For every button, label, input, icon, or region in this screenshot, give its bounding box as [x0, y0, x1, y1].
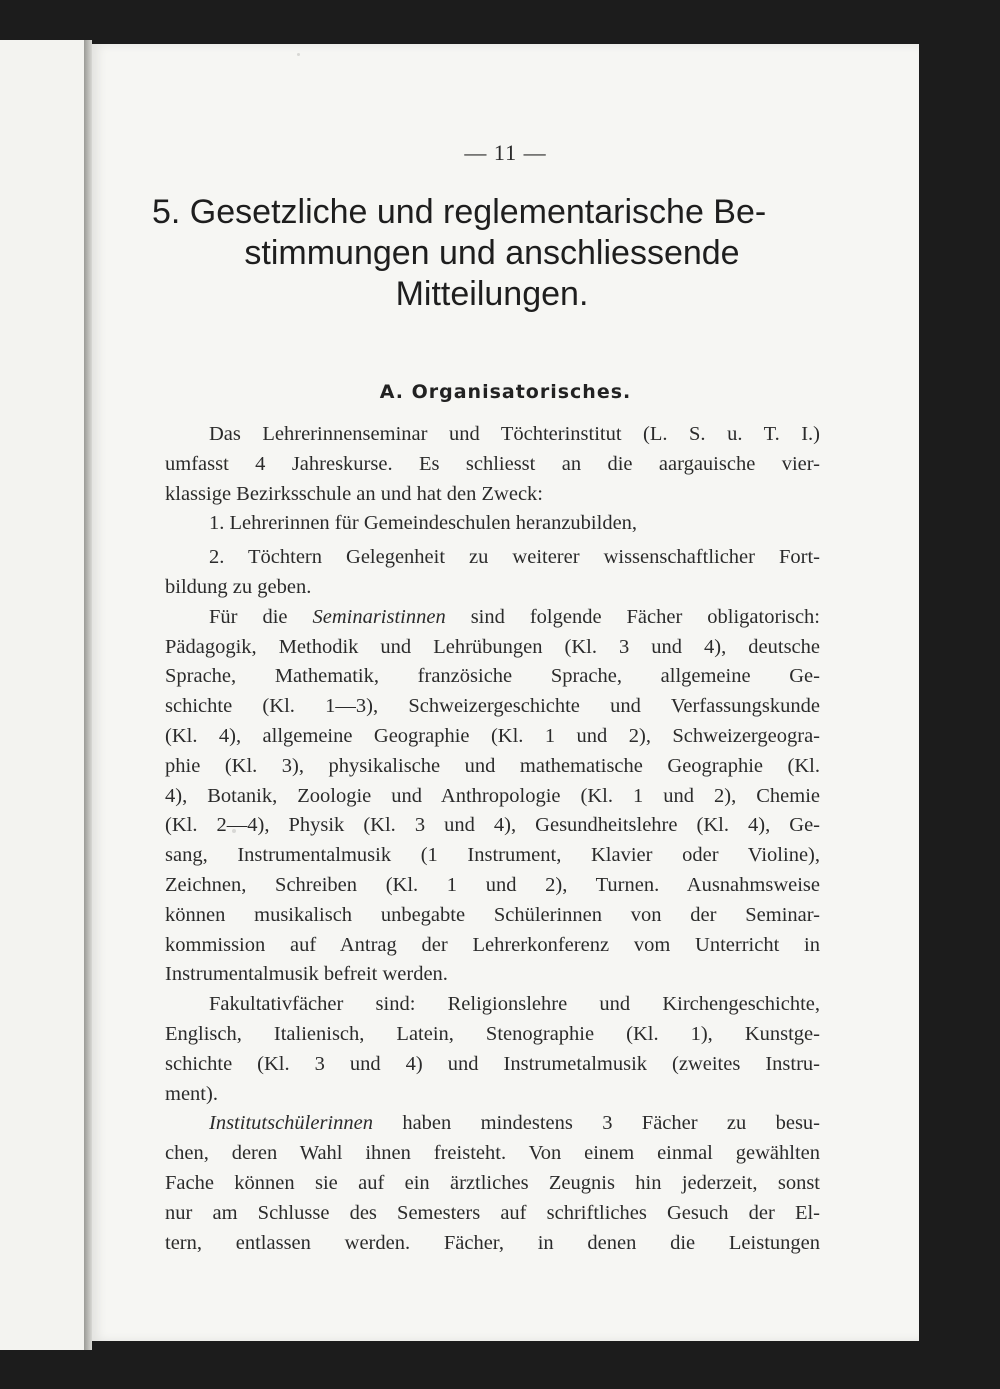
text-line: schichte (Kl. 3 und 4) und Instrumetalmusik (zweites Instru-	[165, 1052, 820, 1075]
text-line: Instrumentalmusik befreit werden.	[165, 963, 448, 986]
text-line: sang, Instrumentalmusik (1 Instrument, Klavier oder Violine),	[165, 844, 820, 867]
emphasis-text: Institutschülerinnen	[209, 1112, 373, 1135]
text-line: Zeichnen, Schreiben (Kl. 1 und 2), Turnen. Ausnahmsweise	[165, 873, 820, 896]
heading-line: stimmungen und anschliessende	[244, 234, 740, 272]
body-text	[165, 420, 820, 1258]
text-line: Sprache, Mathematik, französiche Sprache, allgemeine Ge-	[165, 665, 820, 688]
text-line: Englisch, Italienisch, Latein, Stenographie (Kl. 1), Kunstge-	[165, 1022, 820, 1045]
book-gutter	[84, 40, 92, 1350]
text-line: klassige Bezirksschule an und hat den Zweck:	[165, 482, 543, 505]
text-line: nur am Schlusse des Semesters auf schriftliches Gesuch der El-	[165, 1201, 820, 1224]
text-line: Pädagogik, Methodik und Lehrübungen (Kl. 3 und 4), deutsche	[165, 635, 820, 658]
text-line: umfasst 4 Jahreskurse. Es schliesst an die aargauische vier-	[165, 452, 820, 475]
scan-speck	[297, 53, 300, 56]
text-line: tern, entlassen werden. Fächer, in denen die Leistungen	[165, 1231, 820, 1254]
text-line: (Kl. 2—4), Physik (Kl. 3 und 4), Gesundheitslehre (Kl. 4), Ge-	[165, 814, 820, 837]
text-line: 4), Botanik, Zoologie und Anthropologie (Kl. 1 und 2), Chemie	[165, 784, 820, 807]
text-line: ment).	[165, 1082, 218, 1105]
text-line: (Kl. 4), allgemeine Geographie (Kl. 1 und 2), Schweizergeogra-	[165, 724, 820, 747]
text-line: kommission auf Antrag der Lehrerkonferenz vom Unterricht in	[165, 933, 820, 956]
section-heading	[152, 192, 832, 315]
page-number: — 11 —	[464, 140, 547, 165]
text-line: chen, deren Wahl ihnen freisteht. Von einem einmal gewählten	[165, 1142, 820, 1165]
text-line	[165, 603, 820, 633]
text-line: schichte (Kl. 1—3), Schweizergeschichte und Verfassungskunde	[165, 695, 820, 718]
subsection-heading: A. Organisatorisches.	[379, 381, 632, 403]
text-line: Das Lehrerinnenseminar und Töchterinstitut (L. S. u. T. I.)	[209, 423, 820, 445]
text-run: Für die	[209, 605, 313, 628]
text-line: bildung zu geben.	[165, 575, 312, 598]
text-line: phie (Kl. 3), physikalische und mathematische Geographie (Kl.	[165, 754, 820, 777]
list-item: 1. Lehrerinnen für Gemeindeschulen heranzubilden,	[209, 512, 638, 535]
text-run: sind folgende Fächer obligatorisch:	[445, 605, 820, 628]
heading-line: Mitteilungen.	[395, 275, 589, 313]
text-line: Fache können sie auf ein ärztliches Zeugnis hin jederzeit, sonst	[165, 1171, 820, 1194]
text-line	[165, 1109, 820, 1139]
list-item: 2. Töchtern Gelegenheit zu weiterer wissenschaftlicher Fort-	[209, 546, 820, 569]
text-line: können musikalisch unbegabte Schülerinnen von der Seminar-	[165, 903, 820, 926]
text-run: haben mindestens 3 Fächer zu besu-	[372, 1112, 820, 1135]
emphasis-text: Seminaristinnen	[312, 605, 446, 628]
heading-line: 5. Gesetzliche und reglementarische Be-	[152, 193, 767, 231]
document-page	[92, 44, 919, 1341]
facing-page	[0, 40, 85, 1350]
text-line: Fakultativfächer sind: Religionslehre und Kirchengeschichte,	[209, 993, 820, 1016]
